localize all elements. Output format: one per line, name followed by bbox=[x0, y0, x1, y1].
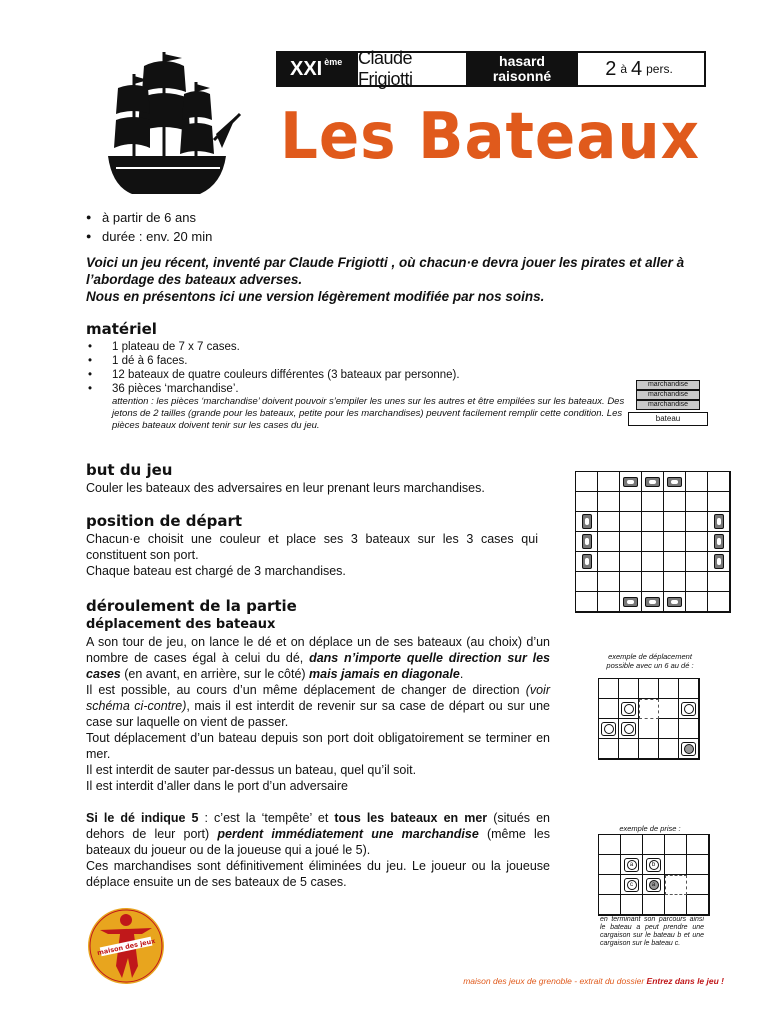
board-cell bbox=[642, 472, 664, 492]
board-cell bbox=[686, 572, 708, 592]
board-cell bbox=[620, 572, 642, 592]
move-example-grid bbox=[598, 678, 700, 760]
ship-token bbox=[582, 554, 592, 569]
board-cell bbox=[708, 472, 730, 492]
deplacement-p1 bbox=[86, 634, 550, 682]
grid-cell bbox=[621, 895, 643, 915]
board-cell bbox=[620, 472, 642, 492]
board-cell bbox=[576, 592, 598, 612]
grid-cell bbox=[599, 679, 619, 699]
tempete-f: (même les bateaux du joueur ou de la joueuse qui a joué le 5). bbox=[86, 827, 551, 857]
grid-cell bbox=[619, 719, 639, 739]
players-min: 2 bbox=[605, 57, 617, 80]
grid-cell bbox=[619, 739, 639, 759]
grid-cell bbox=[665, 855, 687, 875]
tempete-a: Si le dé indique 5 bbox=[86, 811, 199, 825]
ship-token bbox=[646, 858, 661, 872]
deplacement-p3: Tout déplacement d’un bateau depuis son port doit obligatoirement se terminer en mer. bbox=[86, 731, 550, 761]
start-board bbox=[575, 471, 731, 613]
grid-cell bbox=[621, 855, 643, 875]
board-cell bbox=[686, 472, 708, 492]
board-cell bbox=[642, 492, 664, 512]
deplacement-p5: Il est interdit d’aller dans le port d’un adversaire bbox=[86, 779, 348, 793]
but-text: Couler les bateaux des adversaires en leur prenant leurs marchandises. bbox=[86, 481, 485, 495]
board-cell bbox=[686, 492, 708, 512]
board-cell bbox=[708, 532, 730, 552]
ship-token bbox=[667, 477, 682, 487]
materiel-note: attention : les pièces ‘marchandise’ doivent pouvoir s’empiler les unes sur les autres et être empilées sur les bateaux. Des jetons de 2 tailles (grande pour les bateaux, petite pour les marchandises) peuvent facilement remplir cette condition. Les pièces bateaux doivent tenir sur les cases du jeu. bbox=[112, 396, 625, 431]
ship-letter: a bbox=[649, 880, 659, 890]
board-cell bbox=[620, 512, 642, 532]
board-cell bbox=[664, 472, 686, 492]
grid-cell bbox=[687, 835, 709, 855]
grid-cell bbox=[687, 875, 709, 895]
grid-cell bbox=[621, 875, 643, 895]
p1a: A son tour de jeu, on lance le dé et on déplace un de ses bateaux (au choix) d’un nombre de cases égal à celui du dé, bbox=[86, 635, 550, 665]
ship-token bbox=[681, 702, 696, 716]
age-text: à partir de 6 ans bbox=[102, 210, 196, 225]
ship-letter: a bbox=[627, 860, 637, 870]
board-cell bbox=[576, 492, 598, 512]
board-cell bbox=[664, 552, 686, 572]
ship-token bbox=[714, 554, 724, 569]
p2b: (voir schéma ci-contre) bbox=[86, 683, 550, 713]
board-cell bbox=[664, 532, 686, 552]
board-cell bbox=[708, 492, 730, 512]
grid-cell bbox=[599, 855, 621, 875]
board-cell bbox=[598, 572, 620, 592]
logo-text: maison des jeux bbox=[96, 936, 157, 958]
materiel-list bbox=[86, 340, 626, 432]
stack-label: marchandise bbox=[636, 390, 700, 400]
ship-letter: c bbox=[627, 880, 637, 890]
board-cell bbox=[620, 492, 642, 512]
tempete-g: Ces marchandises sont définitivement éliminées du jeu. Le joueur ou la joueuse déplace ensuite un de ses bateaux de 5 cases. bbox=[86, 859, 550, 889]
board-cell bbox=[686, 552, 708, 572]
grid-cell bbox=[679, 699, 699, 719]
author-cell bbox=[358, 48, 468, 89]
grid-cell bbox=[659, 679, 679, 699]
grid-cell bbox=[643, 875, 665, 895]
board-cell bbox=[598, 472, 620, 492]
grid-cell bbox=[639, 739, 659, 759]
grid-cell bbox=[659, 699, 679, 719]
stack-label: marchandise bbox=[636, 380, 700, 390]
board-cell bbox=[664, 512, 686, 532]
p1e: . bbox=[459, 667, 464, 681]
intro-text bbox=[86, 254, 722, 305]
ship-token bbox=[624, 878, 639, 892]
grid-cell bbox=[599, 835, 621, 855]
players-max: 4 bbox=[631, 57, 643, 80]
materiel-item: • 36 pièces ‘marchandise’. bbox=[86, 382, 626, 396]
intro-line1: Voici un jeu récent, inventé par Claude Frigiotti , où chacun·e devra jouer les pirates et aller à l’abordage des bateaux adverses. bbox=[86, 255, 685, 287]
but-heading: but du jeu bbox=[86, 461, 173, 479]
players-cell bbox=[578, 53, 704, 85]
grid-cell bbox=[639, 679, 659, 699]
ship-token bbox=[582, 534, 592, 549]
grid-cell bbox=[679, 719, 699, 739]
board-cell bbox=[620, 552, 642, 572]
grid-cell bbox=[659, 739, 679, 759]
ship-token bbox=[621, 702, 636, 716]
grid-cell bbox=[599, 875, 621, 895]
board-cell bbox=[598, 552, 620, 572]
century-sup: ème bbox=[324, 57, 343, 67]
footer-text: maison des jeux de grenoble - extrait du dossier bbox=[463, 976, 647, 986]
grid-cell bbox=[679, 679, 699, 699]
grid-cell bbox=[599, 719, 619, 739]
board-cell bbox=[708, 572, 730, 592]
prise-example-grid bbox=[598, 834, 710, 916]
ship-token bbox=[601, 722, 616, 736]
p2a: Il est possible, au cours d’un même déplacement de changer de direction bbox=[86, 683, 526, 697]
board-cell bbox=[598, 492, 620, 512]
board-cell bbox=[576, 512, 598, 532]
deplacement-subheading: déplacement des bateaux bbox=[86, 617, 276, 632]
tempete-b: : c’est la ‘tempête’ et bbox=[198, 811, 335, 825]
board-cell bbox=[686, 512, 708, 532]
deroulement-heading: déroulement de la partie bbox=[86, 597, 297, 615]
ship-token bbox=[714, 534, 724, 549]
board-cell bbox=[686, 532, 708, 552]
board-cell bbox=[642, 552, 664, 572]
materiel-item: • 1 plateau de 7 x 7 cases. bbox=[86, 340, 626, 354]
p1b: dans n’importe quelle direction sur les cases bbox=[86, 651, 551, 681]
grid-cell bbox=[643, 835, 665, 855]
board-cell bbox=[598, 532, 620, 552]
grid-cell bbox=[679, 739, 699, 759]
deplacement-p4: Il est interdit de sauter par-dessus un bateau, quel qu’il soit. bbox=[86, 763, 417, 777]
position-heading: position de départ bbox=[86, 512, 243, 530]
stack-label: marchandise bbox=[636, 400, 700, 410]
century: XXI bbox=[290, 57, 323, 80]
board-cell bbox=[642, 592, 664, 612]
duration-bullet bbox=[88, 229, 212, 244]
prise-caption: exemple de prise : bbox=[619, 824, 681, 833]
deplacement-p2 bbox=[86, 682, 550, 730]
materiel-item: • 1 dé à 6 faces. bbox=[86, 354, 626, 368]
ship-token bbox=[646, 878, 661, 892]
grid-cell bbox=[599, 699, 619, 719]
board-cell bbox=[642, 512, 664, 532]
move-caption: exemple de déplacement possible avec un 6 au dé : bbox=[606, 652, 694, 670]
footer bbox=[463, 976, 724, 986]
grid-cell bbox=[619, 679, 639, 699]
materiel-heading: matériel bbox=[86, 320, 157, 338]
grid-cell bbox=[687, 895, 709, 915]
age-bullet bbox=[88, 210, 196, 225]
grid-cell bbox=[639, 699, 659, 719]
grid-cell bbox=[643, 855, 665, 875]
board-cell bbox=[708, 512, 730, 532]
grid-cell bbox=[619, 699, 639, 719]
ship-label: bateau bbox=[628, 412, 708, 426]
ship-token bbox=[645, 597, 660, 607]
board-cell bbox=[708, 552, 730, 572]
board-cell bbox=[598, 512, 620, 532]
ship-token bbox=[582, 514, 592, 529]
board-cell bbox=[620, 592, 642, 612]
stack-diagram bbox=[628, 380, 708, 426]
grid-cell bbox=[639, 719, 659, 739]
board-cell bbox=[620, 532, 642, 552]
position-text2: Chaque bateau est chargé de 3 marchandises. bbox=[86, 564, 346, 578]
board-cell bbox=[576, 552, 598, 572]
category-line1: hasard bbox=[499, 53, 545, 69]
board-cell bbox=[708, 592, 730, 612]
p1d: mais jamais en diagonale bbox=[309, 667, 460, 681]
ship-token bbox=[621, 722, 636, 736]
page-title: Les Bateaux bbox=[280, 100, 700, 174]
board-cell bbox=[576, 472, 598, 492]
ship-token bbox=[681, 742, 696, 756]
board-cell bbox=[598, 592, 620, 612]
pirate-ship-logo bbox=[104, 44, 244, 204]
grid-cell bbox=[659, 719, 679, 739]
p2c: , mais il est interdit de revenir sur sa case de départ ou sur une case sur laquelle on vient de passer. bbox=[86, 699, 550, 729]
position-text1: Chacun·e choisit une couleur et place ses 3 bateaux sur les 3 cases qui constituent son port. bbox=[86, 532, 538, 562]
board-cell bbox=[664, 572, 686, 592]
board-cell bbox=[664, 492, 686, 512]
author: Claude Frigiotti bbox=[358, 48, 413, 89]
game-info-header bbox=[276, 48, 706, 89]
ship-token bbox=[623, 477, 638, 487]
ship-token bbox=[623, 597, 638, 607]
grid-cell bbox=[687, 855, 709, 875]
ship-token bbox=[624, 858, 639, 872]
footer-bold: Entrez dans le jeu ! bbox=[646, 976, 724, 986]
tempete-text bbox=[86, 810, 550, 890]
grid-cell bbox=[621, 835, 643, 855]
tempete-d: (situés en dehors de leur port) bbox=[86, 811, 550, 841]
board-cell bbox=[642, 572, 664, 592]
ship-letter: b bbox=[649, 860, 659, 870]
ship-token bbox=[714, 514, 724, 529]
players-unit: pers. bbox=[646, 62, 673, 76]
players-sep: à bbox=[620, 62, 627, 76]
board-cell bbox=[576, 572, 598, 592]
tempete-c: tous les bateaux en mer bbox=[334, 811, 488, 825]
grid-cell bbox=[599, 895, 621, 915]
grid-cell bbox=[665, 895, 687, 915]
grid-cell bbox=[665, 835, 687, 855]
category-line2: raisonné bbox=[492, 68, 552, 84]
p1c: (en avant, en arrière, sur le côté) bbox=[120, 667, 310, 681]
tempete-e: perdent immédiatement une marchandise bbox=[217, 827, 479, 841]
ship-token bbox=[667, 597, 682, 607]
grid-cell bbox=[665, 875, 687, 895]
duration-text: durée : env. 20 min bbox=[102, 229, 213, 244]
board-cell bbox=[642, 532, 664, 552]
prise-caption-bottom: en terminant son parcours ainsi le bateau a peut prendre une cargaison sur le bateau b et une cargaison sur le bateau c. bbox=[600, 916, 704, 947]
category-cell bbox=[468, 53, 578, 85]
century-cell bbox=[278, 53, 358, 85]
intro-line2: Nous en présentons ici une version légèrement modifiée par nos soins. bbox=[86, 289, 545, 304]
ship-token bbox=[645, 477, 660, 487]
maison-des-jeux-logo bbox=[86, 906, 166, 986]
grid-cell bbox=[599, 739, 619, 759]
grid-cell bbox=[643, 895, 665, 915]
materiel-item: • 12 bateaux de quatre couleurs différentes (3 bateaux par personne). bbox=[86, 368, 626, 382]
board-cell bbox=[576, 532, 598, 552]
board-cell bbox=[686, 592, 708, 612]
board-cell bbox=[664, 592, 686, 612]
